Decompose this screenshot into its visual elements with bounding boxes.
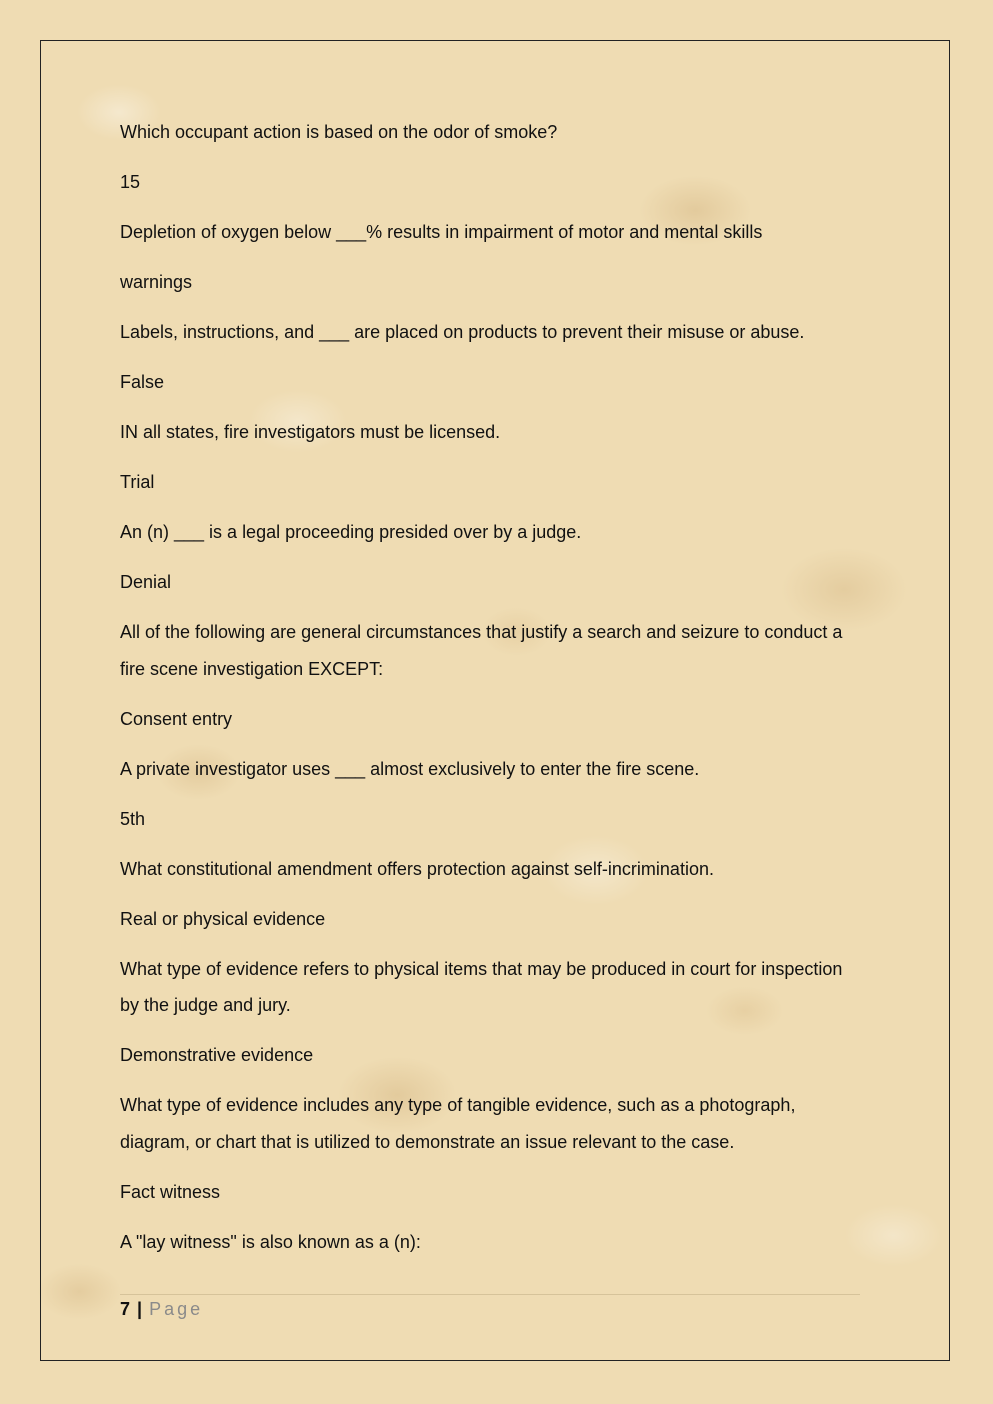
paragraph: False [120, 372, 165, 392]
paragraph: An (n) ___ is a legal proceeding presided over by a judge. [120, 522, 582, 542]
paragraph: Denial [120, 572, 172, 592]
paragraph: A private investigator uses ___ almost exclusively to enter the fire scene. [120, 758, 700, 779]
paragraph: Trial [120, 472, 155, 492]
paragraph: All of the following are general circumstances that justify a search and seizure to conduct a fire scene investigation EXCEPT: [120, 622, 843, 679]
paragraph: warnings [120, 272, 193, 292]
paragraph: Consent entry [120, 708, 233, 729]
paragraph: Real or physical evidence [120, 908, 326, 929]
paragraph: Labels, instructions, and ___ are placed on products to prevent their misuse or abuse. [120, 322, 805, 342]
page-label: Page [149, 1299, 204, 1319]
paragraph: What type of evidence includes any type of tangible evidence, such as a photograph, diagram, or chart that is utilized to demonstrate an issue relevant to the case. [120, 1095, 796, 1152]
page-number: 7 [120, 1299, 131, 1319]
paragraph: Depletion of oxygen below ___% results in impairment of motor and mental skills [120, 222, 763, 242]
paragraph: 5th [120, 808, 146, 829]
page-content [120, 114, 865, 1274]
paragraph: 15 [120, 172, 141, 192]
paragraph: A "lay witness" is also known as a (n): [120, 1231, 421, 1252]
paragraph: IN all states, fire investigators must be licensed. [120, 422, 501, 442]
paragraph: Fact witness [120, 1181, 221, 1202]
paragraph: Which occupant action is based on the odor of smoke? [120, 122, 558, 142]
paragraph: What constitutional amendment offers protection against self-incrimination. [120, 858, 714, 879]
paragraph: Demonstrative evidence [120, 1045, 314, 1065]
footer-separator: | [137, 1299, 143, 1319]
page-footer [120, 1294, 860, 1323]
paragraph: What type of evidence refers to physical items that may be produced in court for inspection by the judge and jury. [120, 958, 843, 1015]
